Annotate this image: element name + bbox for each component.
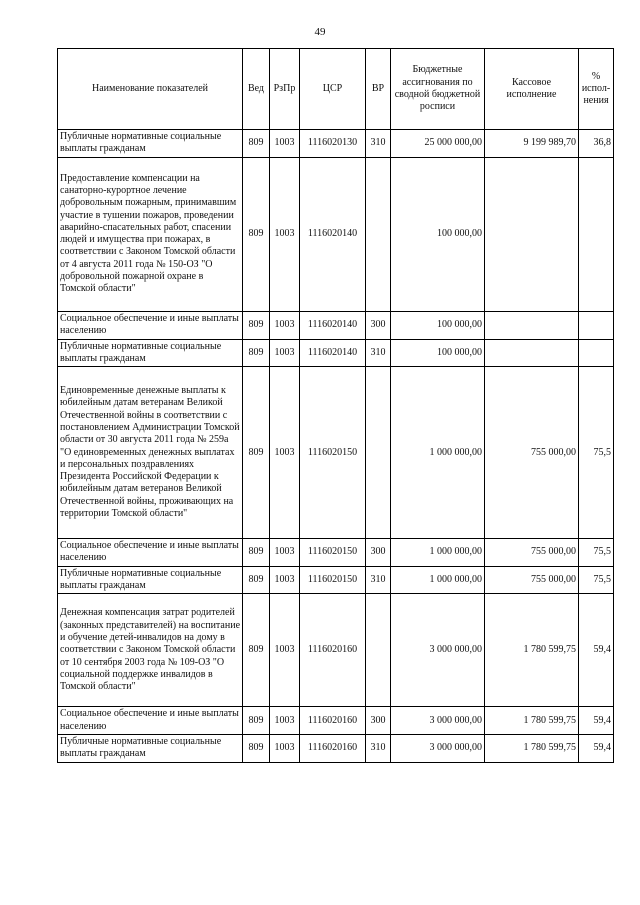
percent-cell	[579, 339, 614, 367]
table-body	[58, 130, 614, 763]
rzpr-cell: 1003	[270, 339, 300, 367]
ved-cell: 809	[243, 339, 270, 367]
cash-cell: 755 000,00	[485, 566, 579, 594]
csr-cell: 1116020160	[300, 734, 366, 762]
budget-cell: 100 000,00	[391, 339, 485, 367]
indicator-name-cell: Денежная компенсация затрат родителей (законных представителей) на воспитание и обучение детей-инвалидов на дому в соответствии с Законом Томской области от 10 сентября 2003 года № 109-ОЗ "О социальной поддержке инвалидов в Томской области"	[58, 594, 243, 707]
indicator-name-cell: Предоставление компенсации на санаторно-курортное лечение добровольным пожарным, принимавшим участие в тушении пожаров, проведении аварийно-спасательных работ, спасении людей и имущества при пожарах, в соответствии с Законом Томской области от 4 августа 2011 года № 150-ОЗ "О добровольной пожарной охране в Томской области"	[58, 157, 243, 311]
cash-cell: 1 780 599,75	[485, 734, 579, 762]
header-vr: ВР	[366, 49, 391, 130]
header-rzpr: РзПр	[270, 49, 300, 130]
indicator-name-cell: Публичные нормативные социальные выплаты гражданам	[58, 566, 243, 594]
table-row	[58, 130, 614, 158]
vr-cell: 310	[366, 566, 391, 594]
cash-cell: 9 199 989,70	[485, 130, 579, 158]
cash-cell	[485, 311, 579, 339]
budget-cell: 100 000,00	[391, 311, 485, 339]
budget-cell: 1 000 000,00	[391, 566, 485, 594]
csr-cell: 1116020160	[300, 594, 366, 707]
header-indicator-name: Наименование показателей	[58, 49, 243, 130]
vr-cell: 310	[366, 734, 391, 762]
vr-cell	[366, 157, 391, 311]
vr-cell: 300	[366, 311, 391, 339]
indicator-name-cell: Публичные нормативные социальные выплаты гражданам	[58, 130, 243, 158]
table-row	[58, 367, 614, 539]
table-header-row	[58, 49, 614, 130]
rzpr-cell: 1003	[270, 539, 300, 567]
table-row	[58, 594, 614, 707]
budget-cell: 3 000 000,00	[391, 594, 485, 707]
percent-cell: 59,4	[579, 734, 614, 762]
percent-cell: 75,5	[579, 539, 614, 567]
indicator-name-cell: Публичные нормативные социальные выплаты гражданам	[58, 339, 243, 367]
ved-cell: 809	[243, 130, 270, 158]
vr-cell	[366, 594, 391, 707]
vr-cell: 310	[366, 130, 391, 158]
table-row	[58, 734, 614, 762]
budget-cell: 3 000 000,00	[391, 707, 485, 735]
vr-cell: 300	[366, 539, 391, 567]
indicator-name-cell: Публичные нормативные социальные выплаты гражданам	[58, 734, 243, 762]
budget-cell: 3 000 000,00	[391, 734, 485, 762]
rzpr-cell: 1003	[270, 734, 300, 762]
header-csr: ЦСР	[300, 49, 366, 130]
table-row	[58, 566, 614, 594]
ved-cell: 809	[243, 157, 270, 311]
percent-cell	[579, 157, 614, 311]
budget-cell: 25 000 000,00	[391, 130, 485, 158]
csr-cell: 1116020150	[300, 367, 366, 539]
ved-cell: 809	[243, 707, 270, 735]
percent-cell: 75,5	[579, 566, 614, 594]
ved-cell: 809	[243, 594, 270, 707]
budget-cell: 1 000 000,00	[391, 539, 485, 567]
cash-cell	[485, 157, 579, 311]
indicator-name-cell: Социальное обеспечение и иные выплаты населению	[58, 707, 243, 735]
header-cash-execution: Кассовое исполнение	[485, 49, 579, 130]
ved-cell: 809	[243, 367, 270, 539]
header-execution-percent: % испол-нения	[579, 49, 614, 130]
rzpr-cell: 1003	[270, 566, 300, 594]
rzpr-cell: 1003	[270, 367, 300, 539]
vr-cell: 310	[366, 339, 391, 367]
rzpr-cell: 1003	[270, 157, 300, 311]
csr-cell: 1116020150	[300, 566, 366, 594]
page-number: 49	[314, 26, 326, 38]
budget-cell: 1 000 000,00	[391, 367, 485, 539]
rzpr-cell: 1003	[270, 707, 300, 735]
csr-cell: 1116020140	[300, 311, 366, 339]
rzpr-cell: 1003	[270, 130, 300, 158]
rzpr-cell: 1003	[270, 594, 300, 707]
cash-cell	[485, 339, 579, 367]
cash-cell: 1 780 599,75	[485, 707, 579, 735]
ved-cell: 809	[243, 734, 270, 762]
header-ved: Вед	[243, 49, 270, 130]
indicator-name-cell: Единовременные денежные выплаты к юбилейным датам ветеранам Великой Отечественной войны в соответствии с постановлением Администрации Томской области от 30 августа 2011 года № 259а "О единовременных денежных выплатах и персональных поздравлениях Президента Российской Федерации к юбилейным датам ветеранов Великой Отечественной войны, проживающих на территории Томской области"	[58, 367, 243, 539]
table-row	[58, 539, 614, 567]
percent-cell: 75,5	[579, 367, 614, 539]
ved-cell: 809	[243, 311, 270, 339]
csr-cell: 1116020130	[300, 130, 366, 158]
cash-cell: 755 000,00	[485, 539, 579, 567]
indicator-name-cell: Социальное обеспечение и иные выплаты населению	[58, 311, 243, 339]
cash-cell: 755 000,00	[485, 367, 579, 539]
table-row	[58, 707, 614, 735]
table-row	[58, 157, 614, 311]
header-budget-allocations: Бюджетные ассигнования по сводной бюджетной росписи	[391, 49, 485, 130]
percent-cell	[579, 311, 614, 339]
budget-cell: 100 000,00	[391, 157, 485, 311]
csr-cell: 1116020150	[300, 539, 366, 567]
indicator-name-cell: Социальное обеспечение и иные выплаты населению	[58, 539, 243, 567]
csr-cell: 1116020140	[300, 157, 366, 311]
percent-cell: 59,4	[579, 707, 614, 735]
table-row	[58, 311, 614, 339]
ved-cell: 809	[243, 566, 270, 594]
ved-cell: 809	[243, 539, 270, 567]
vr-cell: 300	[366, 707, 391, 735]
table-row	[58, 339, 614, 367]
percent-cell: 59,4	[579, 594, 614, 707]
budget-execution-table	[57, 48, 614, 763]
cash-cell: 1 780 599,75	[485, 594, 579, 707]
csr-cell: 1116020140	[300, 339, 366, 367]
percent-cell: 36,8	[579, 130, 614, 158]
csr-cell: 1116020160	[300, 707, 366, 735]
rzpr-cell: 1003	[270, 311, 300, 339]
vr-cell	[366, 367, 391, 539]
